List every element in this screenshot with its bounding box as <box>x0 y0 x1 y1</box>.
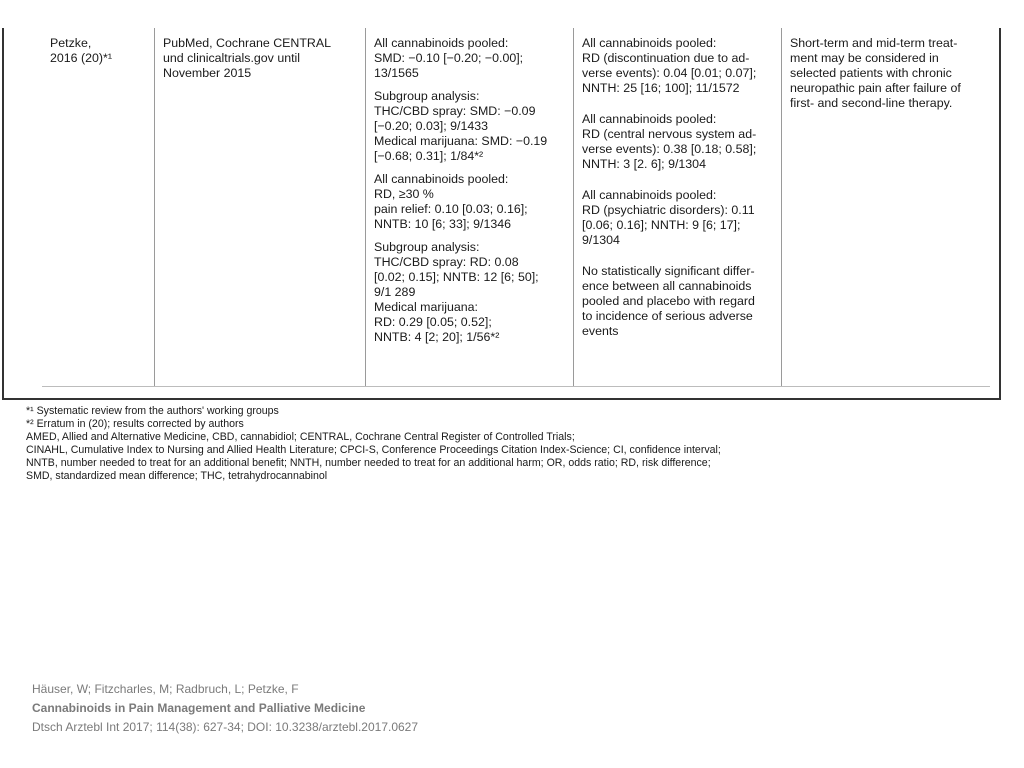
footnote: SMD, standardized mean difference; THC, tetrahydrocannabinol <box>26 470 328 482</box>
results-table <box>2 28 1001 400</box>
footnotes <box>26 405 826 483</box>
footnote: *¹ Systematic review from the authors' working groups <box>26 405 279 417</box>
table-row <box>42 28 990 387</box>
efficacy-block: All cannabinoids pooled: RD, ≥30 % pain relief: 0.10 [0.03; 0.16]; NNTB: 10 [6; 33]; 9/1346 <box>374 172 528 231</box>
citation-authors: Häuser, W; Fitzcharles, M; Radbruch, L; Petzke, F <box>32 682 299 696</box>
footnote: *² Erratum in (20); results corrected by authors <box>26 418 244 430</box>
footnote: NNTB, number needed to treat for an additional benefit; NNTH, number needed to treat for an additional harm; OR, odds ratio; RD, risk difference; <box>26 457 711 469</box>
harms-cell <box>573 28 781 386</box>
citation-title: Cannabinoids in Pain Management and Palliative Medicine <box>32 701 366 715</box>
study-cell <box>42 28 154 386</box>
study-text: Petzke, 2016 (20)*¹ <box>50 36 112 65</box>
citation-source: Dtsch Arztebl Int 2017; 114(38): 627-34; DOI: 10.3238/arztebl.2017.0627 <box>32 720 419 734</box>
efficacy-block: All cannabinoids pooled: SMD: −0.10 [−0.20; −0.00]; 13/1565 <box>374 36 524 80</box>
footnote: CINAHL, Cumulative Index to Nursing and Allied Health Literature; CPCI-S, Conference Proceedings Citation Index-Science; CI, confidence interval; <box>26 444 721 456</box>
conclusion-text: Short-term and mid-term treat- ment may be considered in selected patients with chronic neuropathic pain after failure of first- and second-line therapy. <box>790 36 961 110</box>
footnote: AMED, Allied and Alternative Medicine, CBD, cannabidiol; CENTRAL, Cochrane Central Register of Controlled Trials; <box>26 431 575 443</box>
efficacy-cell <box>365 28 573 386</box>
conclusion-cell <box>781 28 990 386</box>
search-cell <box>154 28 365 386</box>
harms-block: All cannabinoids pooled: RD (central nervous system ad- verse events): 0.38 [0.18; 0.58]; NNTH: 3 [2. 6]; 9/1304 <box>582 112 757 171</box>
harms-block: All cannabinoids pooled: RD (discontinuation due to ad- verse events): 0.04 [0.01; 0.07]; NNTH: 25 [16; 100]; 11/1572 <box>582 36 757 95</box>
harms-block: All cannabinoids pooled: RD (psychiatric disorders): 0.11 [0.06; 0.16]; NNTH: 9 [6; 17]; 9/1304 <box>582 188 755 247</box>
efficacy-block: Subgroup analysis: THC/CBD spray: SMD: −0.09 [−0.20; 0.03]; 9/1433 Medical marijuana: SMD: −0.19 [−0.68; 0.31]; 1/84*² <box>374 89 548 163</box>
efficacy-block: Subgroup analysis: THC/CBD spray: RD: 0.08 [0.02; 0.15]; NNTB: 12 [6; 50]; 9/1 289 Medical marijuana: RD: 0.29 [0.05; 0.52]; NNTB: 4 [2; 20]; 1/56*² <box>374 240 539 344</box>
citation <box>32 680 418 737</box>
harms-block: No statistically significant differ- ence between all cannabinoids pooled and placebo with regard to incidence of serious adverse events <box>582 264 755 338</box>
search-text: PubMed, Cochrane CENTRAL und clinicaltrials.gov until November 2015 <box>163 36 332 80</box>
